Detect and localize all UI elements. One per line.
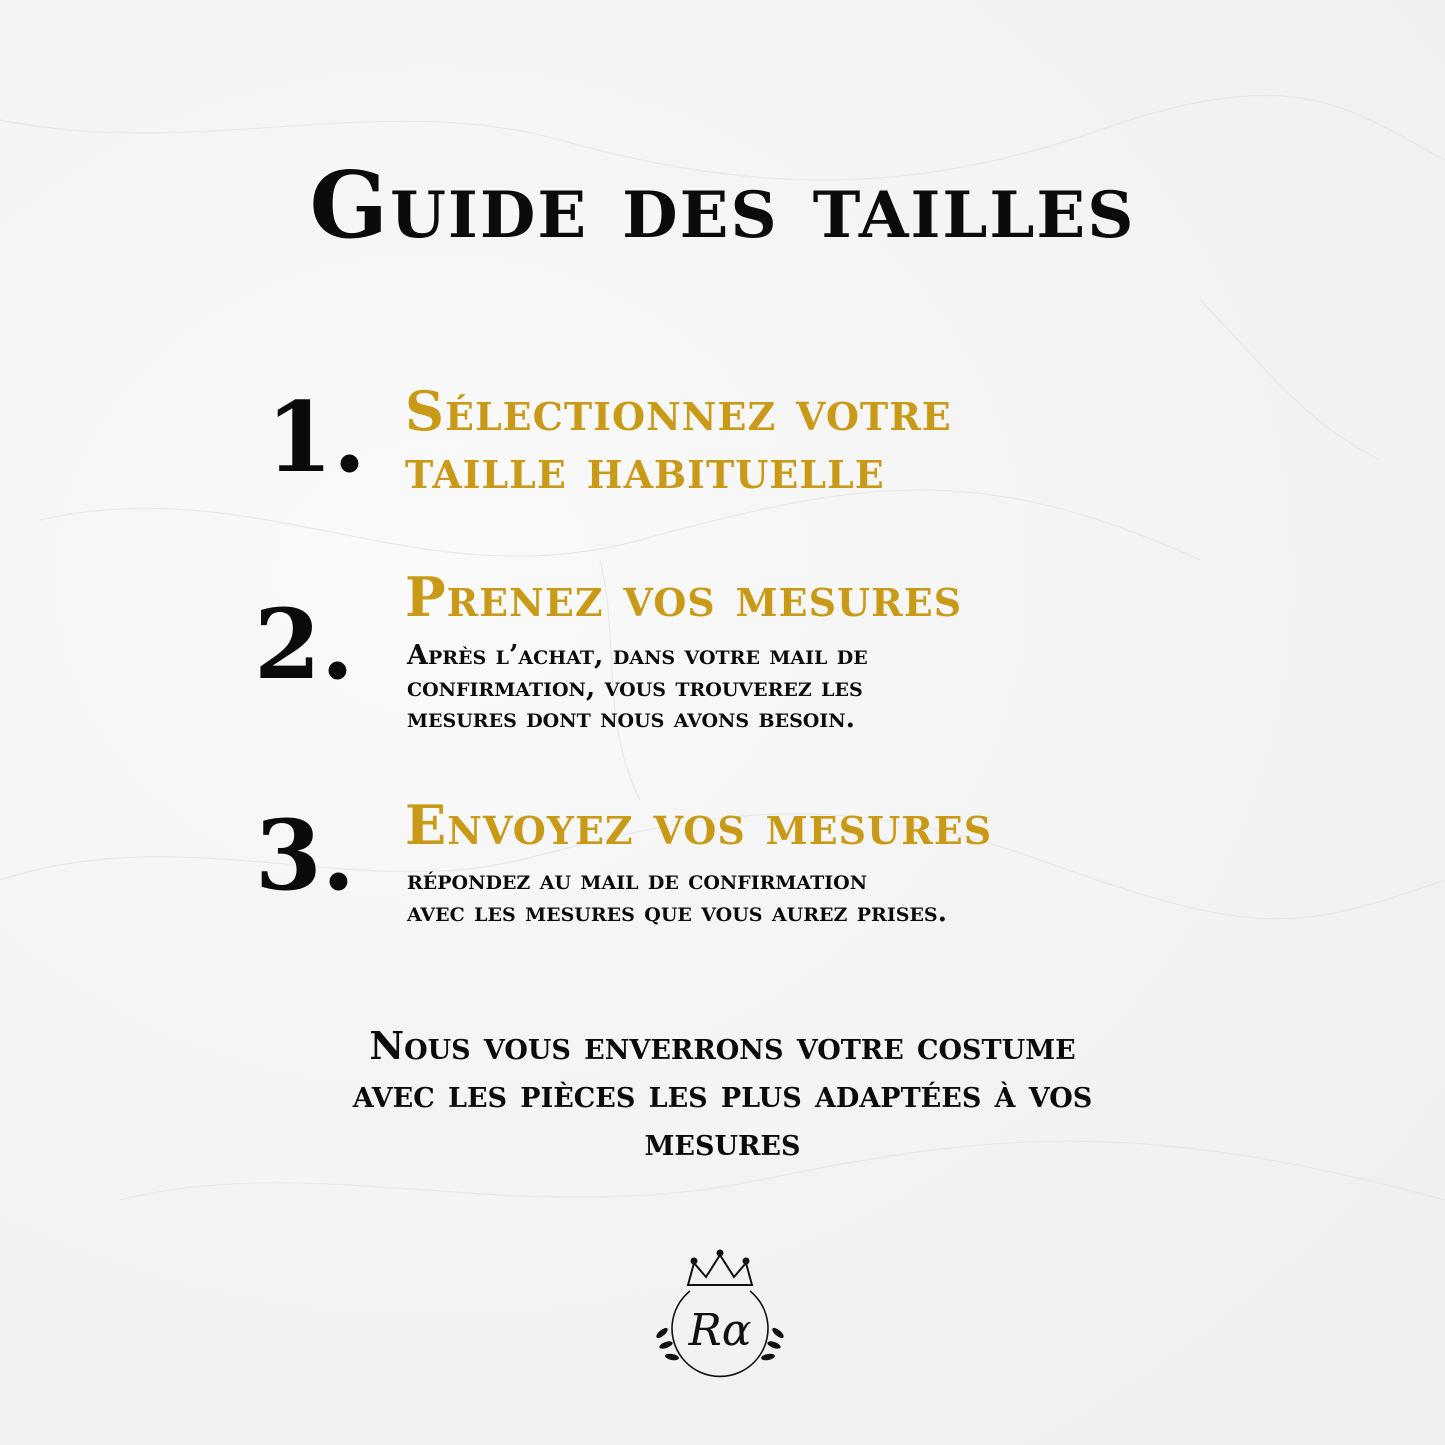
step-2-title [405, 565, 963, 629]
closing-line: Nous vous enverrons votre costume [369, 1023, 1076, 1068]
step-1-title-line: Sélectionnez votre [405, 379, 952, 443]
step-3-number: 3. [255, 799, 356, 912]
step-3-desc-line: avec les mesures que vous aurez prises. [407, 896, 948, 928]
step-2-desc-line: mesures dont nous avons besoin. [407, 703, 856, 735]
step-3-description [407, 865, 1207, 928]
step-3-title-line: Envoyez vos mesures [405, 793, 993, 857]
step-2-description [407, 640, 1207, 735]
step-3-desc-line: répondez au mail de confirmation [407, 865, 868, 896]
closing-line: avec les pièces les plus adaptées à vos [352, 1070, 1093, 1116]
crown-laurel-monogram-logo [650, 1245, 790, 1390]
crown-icon [688, 1251, 752, 1286]
step-2-desc-line: confirmation, vous trouverez les [407, 671, 863, 703]
step-1-title [405, 379, 952, 502]
step-1-number: 1. [266, 381, 367, 494]
page-title: Guide des tailles [309, 151, 1136, 259]
closing-line: mesures [644, 1118, 801, 1164]
step-2-desc-line: Après l’achat, dans votre mail de [407, 640, 868, 671]
step-2-title-line: Prenez vos mesures [405, 565, 963, 629]
logo-monogram: Rα [688, 1305, 752, 1356]
step-3-title [405, 793, 993, 857]
step-2-number: 2. [254, 588, 355, 701]
closing-message [0, 1022, 1445, 1166]
step-1-title-line: taille habituelle [405, 437, 885, 502]
